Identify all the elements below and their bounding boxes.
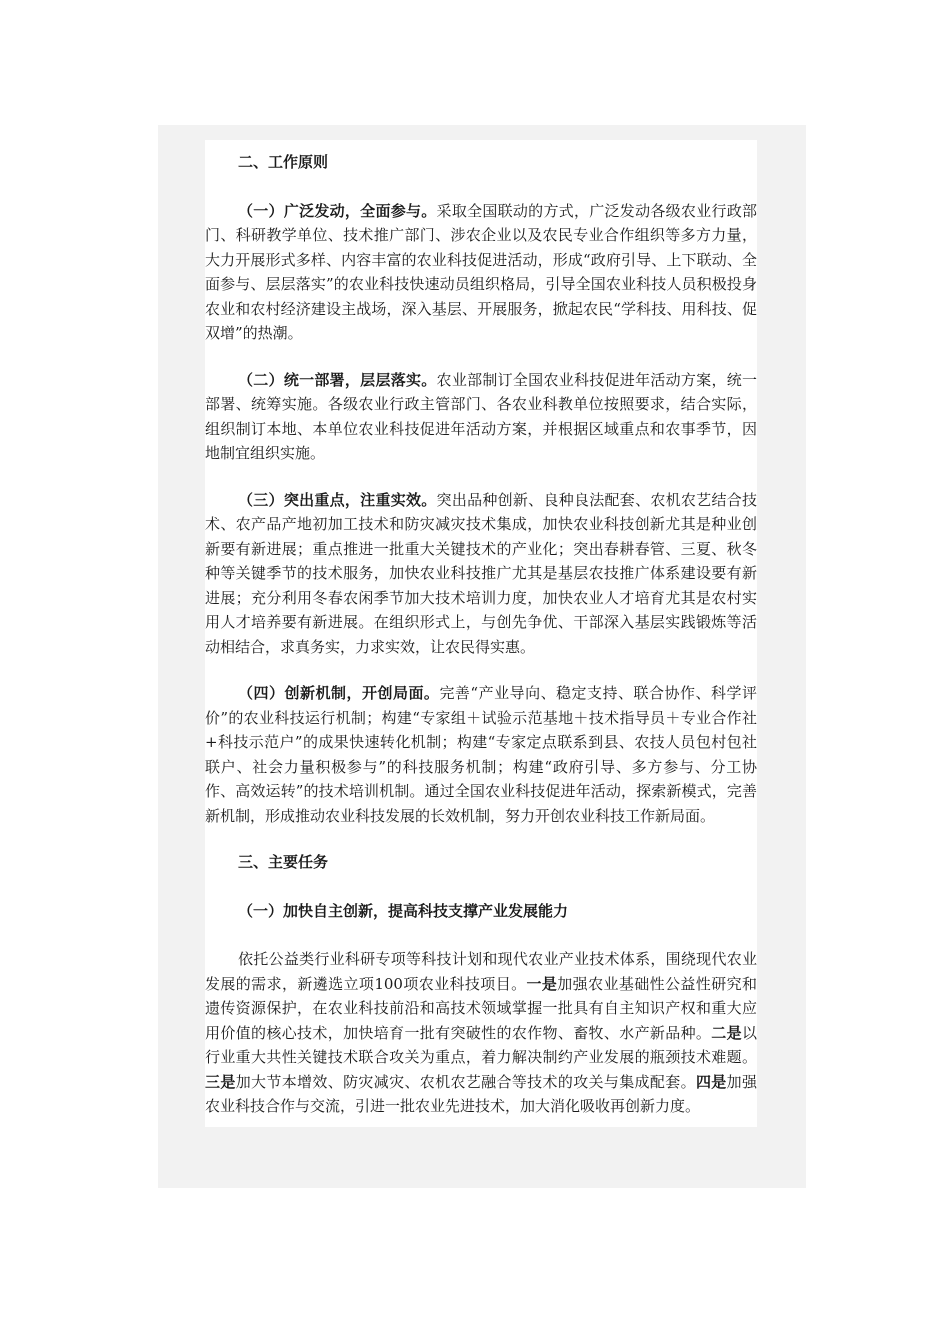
task-text-4: 加大节本增效、防灾减灾、农机农艺融合等技术的攻关与集成配套。 (235, 1072, 696, 1091)
principle-text-4: 完善“产业导向、稳定支持、联合协作、科学评价”的农业科技运行机制；构建“专家组＋试验示范基地＋技术指导员＋专业合作社+科技示范户”的成果快速转化机制；构建“专家定点联系到县、农技人员包村包社联户、社会力量积极参与”的科技服务机制；构建“政府引导、多方参与、分工协作、高效运转”的技术培训机制。通过全国农业科技促进年活动，探索新模式，完善新机制，形成推动农业科技发展的长效机制，努力开创农业科技工作新局面。 (205, 684, 757, 825)
task-paragraph-1 (205, 947, 757, 1119)
task-marker-one: 一是 (526, 974, 558, 993)
principle-lead-2: （二）统一部署，层层落实。 (238, 370, 437, 389)
principle-lead-4: （四）创新机制，开创局面。 (238, 684, 440, 702)
task-text-1: 依托公益类行业科研专项等科技计划和现代农业产业技术体系，围绕现代农业发展的需求，新遴选立项100项农业科技项目。 (205, 950, 757, 993)
task-text-5: 加强农业科技合作与交流，引进一批农业先进技术，加大消化吸收再创新力度。 (205, 1072, 757, 1115)
principle-text-2: 农业部制订全国农业科技促进年活动方案，统一部署、统筹实施。各级农业行政主管部门、各农业科教单位按照要求，结合实际，组织制订本地、本单位农业科技促进年活动方案，并根据区域重点和农事季节，因地制宜组织实施。 (205, 370, 757, 462)
section-heading-principles: 二、工作原则 (238, 153, 329, 171)
principle-lead-3: （三）突出重点，注重实效。 (238, 490, 437, 509)
task-text-2: 加强农业基础性公益性研究和遗传资源保护，在农业科技前沿和高技术领域掌握一批具有自主知识产权和重大应用价值的核心技术，加快培育一批有突破性的农作物、畜牧、水产新品种。 (205, 974, 757, 1042)
task-marker-three: 三是 (205, 1072, 236, 1091)
section-heading-tasks: 三、主要任务 (238, 853, 329, 871)
task-text-3: 以行业重大共性关键技术联合攻关为重点，着力解决制约产业发展的瓶颈技术难题。 (205, 1023, 757, 1066)
task-subheading-1: （一）加快自主创新，提高科技支撑产业发展能力 (238, 901, 569, 920)
principle-lead-1: （一）广泛发动，全面参与。 (238, 201, 437, 220)
task-marker-four: 四是 (695, 1072, 727, 1091)
principle-paragraph-4 (205, 681, 757, 828)
principle-paragraph-3 (205, 488, 757, 660)
document-content (205, 140, 757, 1127)
task-marker-two: 二是 (711, 1023, 742, 1042)
principle-paragraph-2 (205, 368, 757, 466)
principle-paragraph-1 (205, 199, 757, 346)
principle-text-1: 采取全国联动的方式，广泛发动各级农业行政部门、科研教学单位、技术推广部门、涉农企业以及农民专业合作组织等多方力量，大力开展形式多样、内容丰富的农业科技促进活动，形成“政府引导、上下联动、全面参与、层层落实”的农业科技快速动员组织格局，引导全国农业科技人员积极投身农业和农村经济建设主战场，深入基层、开展服务，掀起农民“学科技、用科技、促双增”的热潮。 (205, 201, 757, 342)
principle-text-3: 突出品种创新、良种良法配套、农机农艺结合技术、农产品产地初加工技术和防灾减灾技术集成，加快农业科技创新尤其是种业创新要有新进展；重点推进一批重大关键技术的产业化；突出春耕春管、三夏、秋冬种等关键季节的技术服务，加快农业科技推广尤其是基层农技推广体系建设要有新进展；充分利用冬春农闲季节加大技术培训力度，加快农业人才培育尤其是农村实用人才培养要有新进展。在组织形式上，与创先争优、干部深入基层实践锻炼等活动相结合，求真务实，力求实效，让农民得实惠。 (205, 490, 757, 656)
